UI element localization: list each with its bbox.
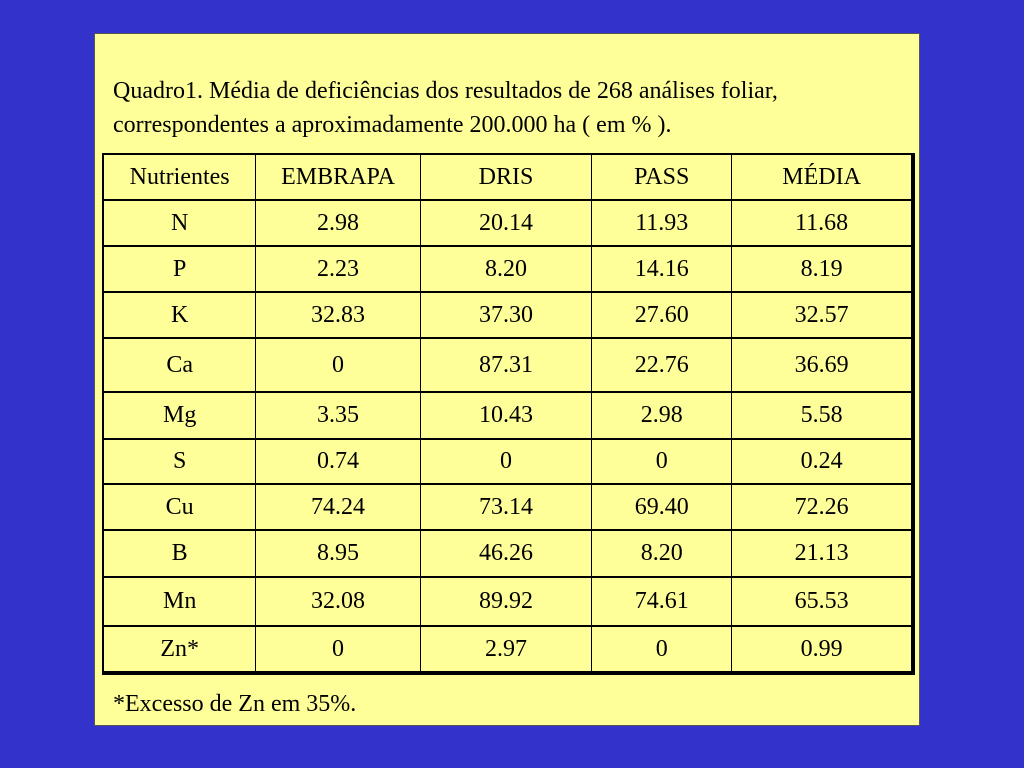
value-cell: 74.61: [592, 577, 732, 626]
value-cell: 3.35: [256, 392, 420, 439]
caption-line-1: Quadro1. Média de deficiências dos resultados de 268 análises foliar,: [113, 78, 778, 104]
header-cell: MÉDIA: [732, 154, 913, 200]
slide-panel: [94, 33, 920, 726]
nutrient-name-cell: Mn: [103, 577, 256, 626]
table-row: [103, 626, 913, 673]
header-cell: PASS: [592, 154, 732, 200]
value-cell: 72.26: [732, 484, 913, 530]
table-row: [103, 577, 913, 626]
value-cell: 20.14: [420, 200, 592, 246]
table-row: [103, 246, 913, 292]
table-row: [103, 200, 913, 246]
table-row: [103, 338, 913, 392]
value-cell: 73.14: [420, 484, 592, 530]
caption-line-2: correspondentes a aproximadamente 200.000 ha ( em % ).: [113, 112, 672, 138]
value-cell: 32.08: [256, 577, 420, 626]
header-cell: Nutrientes: [103, 154, 256, 200]
value-cell: 0: [256, 626, 420, 673]
value-cell: 21.13: [732, 530, 913, 577]
table-header-row: [103, 154, 913, 200]
value-cell: 14.16: [592, 246, 732, 292]
value-cell: 2.23: [256, 246, 420, 292]
value-cell: 0: [256, 338, 420, 392]
header-cell: EMBRAPA: [256, 154, 420, 200]
nutrient-name-cell: B: [103, 530, 256, 577]
nutrient-name-cell: S: [103, 439, 256, 484]
nutrient-name-cell: Cu: [103, 484, 256, 530]
table-caption: [113, 74, 913, 142]
value-cell: 36.69: [732, 338, 913, 392]
value-cell: 0.74: [256, 439, 420, 484]
value-cell: 0.24: [732, 439, 913, 484]
table-row: [103, 484, 913, 530]
value-cell: 27.60: [592, 292, 732, 338]
value-cell: 0.99: [732, 626, 913, 673]
header-cell: DRIS: [420, 154, 592, 200]
nutrient-name-cell: N: [103, 200, 256, 246]
value-cell: 8.20: [592, 530, 732, 577]
nutrient-deficiency-table: [102, 153, 915, 675]
value-cell: 89.92: [420, 577, 592, 626]
table-row: [103, 439, 913, 484]
value-cell: 10.43: [420, 392, 592, 439]
value-cell: 0: [592, 439, 732, 484]
value-cell: 69.40: [592, 484, 732, 530]
nutrient-name-cell: P: [103, 246, 256, 292]
value-cell: 8.19: [732, 246, 913, 292]
value-cell: 32.83: [256, 292, 420, 338]
value-cell: 8.95: [256, 530, 420, 577]
value-cell: 87.31: [420, 338, 592, 392]
value-cell: 11.68: [732, 200, 913, 246]
value-cell: 37.30: [420, 292, 592, 338]
table-row: [103, 530, 913, 577]
value-cell: 2.98: [256, 200, 420, 246]
table-row: [103, 392, 913, 439]
value-cell: 46.26: [420, 530, 592, 577]
value-cell: 65.53: [732, 577, 913, 626]
value-cell: 32.57: [732, 292, 913, 338]
value-cell: 0: [592, 626, 732, 673]
nutrient-name-cell: Mg: [103, 392, 256, 439]
nutrient-name-cell: K: [103, 292, 256, 338]
table-row: [103, 292, 913, 338]
value-cell: 0: [420, 439, 592, 484]
value-cell: 74.24: [256, 484, 420, 530]
value-cell: 11.93: [592, 200, 732, 246]
value-cell: 8.20: [420, 246, 592, 292]
footnote: *Excesso de Zn em 35%.: [113, 691, 357, 717]
value-cell: 2.97: [420, 626, 592, 673]
nutrient-name-cell: Zn*: [103, 626, 256, 673]
value-cell: 2.98: [592, 392, 732, 439]
nutrient-name-cell: Ca: [103, 338, 256, 392]
value-cell: 5.58: [732, 392, 913, 439]
value-cell: 22.76: [592, 338, 732, 392]
